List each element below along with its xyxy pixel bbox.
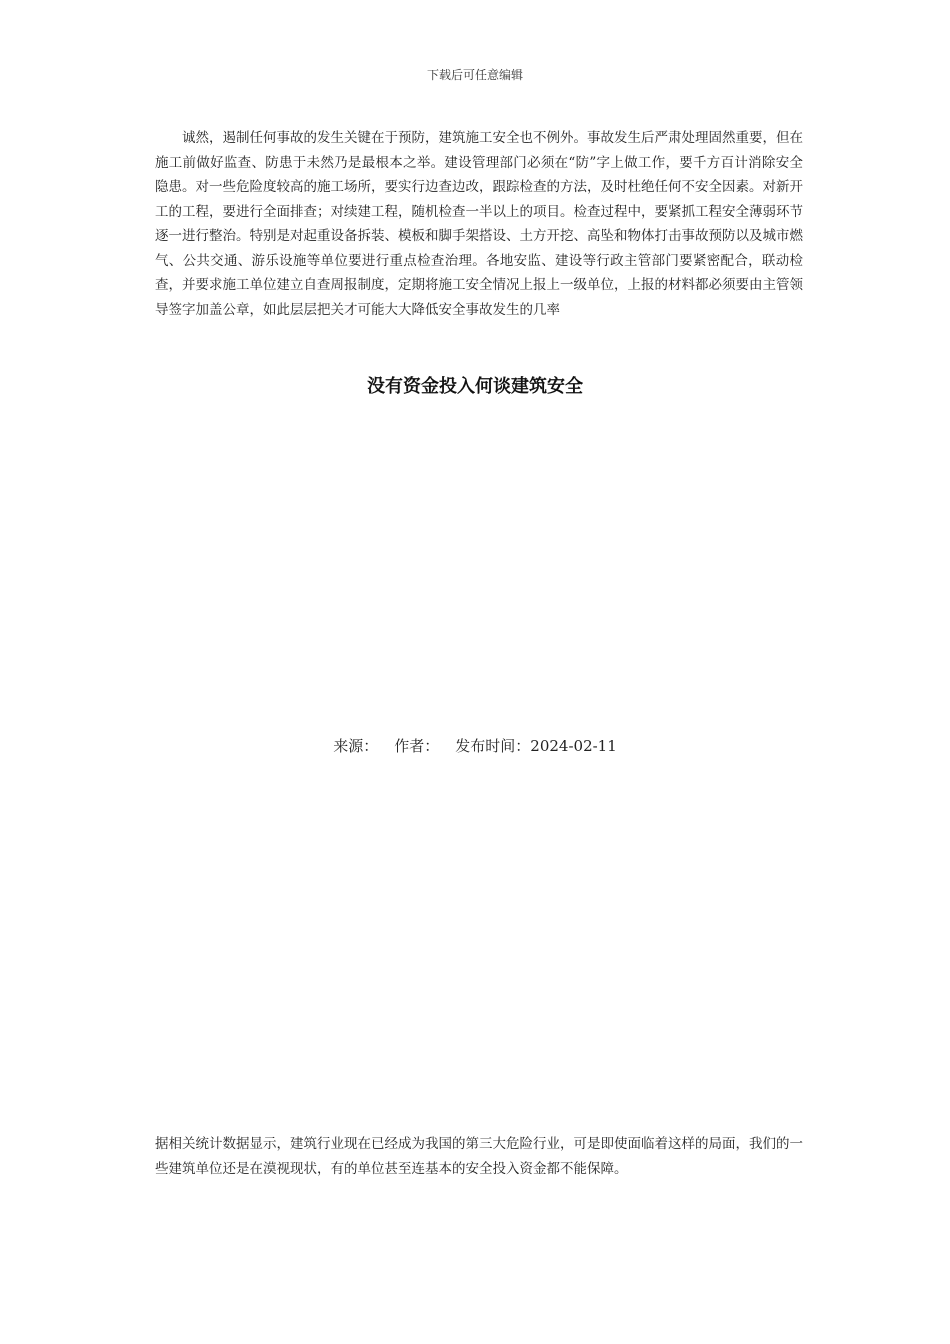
article-meta [0, 735, 950, 756]
intro-paragraph: 诚然，遏制任何事故的发生关键在于预防，建筑施工安全也不例外。事故发生后严肃处理固然重要，但在施工前做好监查、防患于未然乃是最根本之举。建设管理部门必须在“防”字上做工作，要千方百计消除安全隐患。对一些危险度较高的施工场所，要实行边查边改，跟踪检查的方法，及时杜绝任何不安全因素。对新开工的工程，要进行全面排查；对续建工程，随机检查一半以上的项目。检查过程中，要紧抓工程安全薄弱环节逐一进行整治。特别是对起重设备拆装、模板和脚手架搭设、土方开挖、高坠和物体打击事故预防以及城市燃气、公共交通、游乐设施等单位要进行重点检查治理。各地安监、建设等行政主管部门要紧密配合，联动检查，并要求施工单位建立自查周报制度，定期将施工安全情况上报上一级单位，上报的材料都必须要由主管领导签字加盖公章，如此层层把关才可能大大降低安全事故发生的几率 [155, 130, 803, 318]
published-date: 2024-02-11 [530, 737, 617, 755]
article-body-paragraph: 据相关统计数据显示，建筑行业现在已经成为我国的第三大危险行业，可是即使面临着这样的局面，我们的一些建筑单位还是在漠视现状，有的单位甚至连基本的安全投入资金都不能保障。 [155, 1136, 803, 1177]
author-label: 作者： [394, 737, 440, 755]
source-label: 来源： [333, 737, 379, 755]
published-label: 发布时间： [455, 737, 531, 755]
header-note: 下载后可任意编辑 [426, 68, 523, 82]
article-title: 没有资金投入何谈建筑安全 [367, 376, 583, 397]
